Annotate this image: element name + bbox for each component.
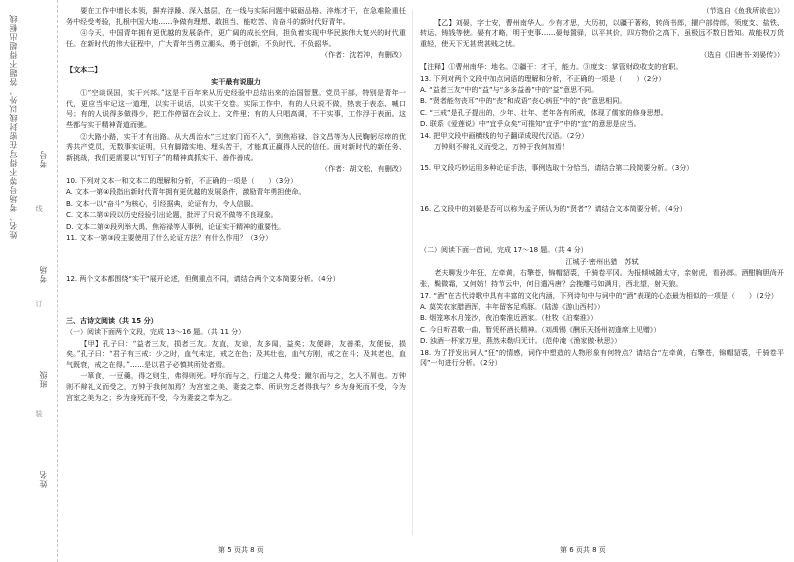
seal-mark-pack: 装: [35, 410, 43, 417]
q17-option-a: A. 莫笑农家腊酒浑，丰年留客足鸡豚。（陆游《游山西村》）: [420, 303, 605, 311]
question-17: 17. “酒”在古代诗歌中具有丰富的文化内涵，下列诗句中与词中的“酒”表现的心态最为相似的一项是（ ）（2分）: [420, 291, 778, 300]
page-number-right: 第 6 页共 8 页: [560, 546, 606, 554]
section-3-title: 三、古诗文阅读（共 15 分）: [66, 316, 158, 325]
name-label: 姓名: [39, 470, 48, 488]
page-divider: [412, 10, 413, 535]
q17-option-d: D. 浊酒一杯家万里，燕然未勒归无计。（范仲淹《渔家傲·秋思》）: [420, 337, 622, 346]
left-page: [66, 6, 406, 404]
right-page: [420, 6, 784, 369]
q13-option-b: B. “贤者能勿丧耳”中的“丧”和成语“丧心病狂”中的“丧”意思相同。: [420, 97, 627, 106]
q10-option-a: A. 文本一第④段指出新时代青年拥有更优越的发展条件，激励青年勇担使命。: [66, 188, 306, 197]
text2-heading: 实干最有说服力: [211, 76, 261, 86]
question-14: 14. 把甲文段中画横线的句子翻译成现代汉语。（2分）: [420, 131, 589, 140]
subsection-1-title: （一）阅读下面两个文段，完成 13～16 题。（共 11 分）: [66, 328, 246, 337]
page-number-left: 第 5 页共 8 页: [218, 546, 264, 554]
answer-space-12[interactable]: [66, 286, 406, 316]
answer-space-14[interactable]: [420, 154, 784, 163]
source-jia: （节选自《鱼我所欲也》）: [702, 6, 784, 15]
q13-option-c: C. “三戒”是孔子提出的，少年、壮年、老年各有所戒，体现了儒家的修身思想。: [420, 108, 668, 117]
q13-option-d: D. 联系《爱莲说》中“宜乎众矣”可推知“宜乎”中的“宜”的意思是应当。: [420, 120, 641, 129]
paragraph-4: ④今天，中国青年拥有更优越的发展条件，更广阔的成长空间，担负着实现中华民族伟大复兴的时代重任。在新时代的伟大征程中，广大青年当勇立潮头、勇于创新，不负时代、不负韶华。: [66, 28, 406, 48]
question-16: 16. 乙文段中的刘晏是否可以称为孟子所认为的“贤者”？请结合文本简要分析。（4分）: [420, 205, 687, 213]
binding-margin: [0, 0, 58, 562]
q17-option-b: B. 烟笼寒水月笼沙，夜泊秦淮近酒家。（杜牧《泊秦淮》）: [420, 314, 598, 323]
source-text2: （作者：胡文松，有删改）: [320, 164, 406, 174]
question-10: 10. 下列对文本一和文本二的理解和分析，不正确的一项是（ ）（3分）: [66, 176, 298, 185]
subsection-2-title: （二）阅读下面一首词，完成 17～18 题。（共 4 分）: [420, 246, 588, 255]
q13-option-a: A. “益者三友”中的“益”与“多多益善”中的“益”意思不同。: [420, 85, 599, 94]
question-15: 15. 甲文段巧妙运用多种论证手法，事例选取十分恰当，请结合第二段简要分析。（3分）: [420, 163, 694, 172]
answer-space-15[interactable]: [420, 174, 784, 204]
q10-option-d: D. 文本二第②段列举大禹、焦裕禄等人事例，论证实干精神的重要性。: [66, 222, 286, 231]
class-label: 班级: [39, 370, 48, 388]
passage-yi: 【乙】刘晏，字士安，曹州南华人。少有才思，大历初，以疆干著称，转尚书郎，擢户部侍郎，领度支、盐铁、转运、铸钱等使。晏有才略，明于吏事……晏每置驿，以平其价，四方物价之高下，虽极远不数日皆知。故能权万货重轻，使天下无甚贵甚贱之忧。: [420, 17, 784, 48]
question-11: 11. 文本一第③段主要使用了什么论证方法？有什么作用？（3分）: [66, 233, 273, 242]
exam-number-label: 考号: [39, 150, 48, 168]
question-18: 18. 为了抒发出词人“狂”的情感，词作中塑造的人物形象有何特点？请结合“左牵黄，右擎苍，锦帽貂裘，千骑卷平冈”一句进行分析。（2分）: [420, 348, 784, 368]
question-13: 13. 下列对两个文段中加点词语的理解和分析，不正确的一项是（ ）（2分）: [420, 74, 666, 83]
question-12: 12. 两个文本都围绕“实干”展开论述，但侧重点不同，请结合两个文本简要分析。（4分）: [66, 275, 340, 284]
q17-option-c: C. 今日听君歌一曲，暂凭杯酒长精神。（刘禹锡《酬乐天扬州初逢席上见赠》）: [420, 325, 661, 334]
exam-room-label: 考场: [39, 265, 48, 283]
q10-option-c: C. 文本二第①段以历史经验引出论题，批评了只说不做等不良现象。: [66, 211, 278, 220]
q14-sentence: 万钟则不辩礼义而受之，万钟于我何加焉！: [434, 142, 569, 151]
passage-jia: 【甲】孔子曰：“益者三友，损者三友。友直，友谅，友多闻，益矣；友便辟，友善柔，友便佞，损矣。”孔子曰：“君子有三戒：少之时，血气未定，戒之在色；及其壮也，血气方刚，戒之在斗；及其老也，血气既衰，戒之在得。”……是以君子必慎其所处者焉。: [66, 338, 406, 369]
source-text1: （作者：沈若冲，有删改）: [320, 50, 406, 60]
text2-paragraph-1: ①“空谈误国，实干兴邦。”这是千百年来从历史经验中总结出来的治国智慧。党员干部，特别是青年一代，更应当牢记这一道理，以实干说话，以实干交卷。实际工作中，有的人只说不做，热衷于表态、喊口号；有的人说得多做得少，把工作停留在会议上、文件里；有的人只唱高调，不干实事，工作浮于表面。这些都与实干精神背道而驰。: [66, 88, 406, 129]
poem-title: 江城子·密州出猎 苏轼: [565, 256, 639, 266]
seal-mark-line: 线: [35, 205, 43, 212]
intro-paragraph: 要在工作中增长本领，摒弃浮躁、深入基层，在一线与实际问题中砥砺品格、淬炼才干，在急难险重任务中经受考验，扎根中国大地……争做有理想、敢担当、能吃苦、肯奋斗的新时代好青年。: [66, 6, 406, 26]
answer-space-11[interactable]: [66, 244, 406, 274]
text2-title: 【文本二】: [66, 64, 102, 74]
answer-space-16[interactable]: [420, 215, 784, 245]
seal-mark-bind: 订: [35, 300, 43, 307]
q10-option-b: B. 文本一以“奋斗”为核心，引经据典，论证有力，令人信服。: [66, 199, 258, 208]
annotation: 【注释】①曹州南华：地名。②疆干：才干，能力。③度支：掌管财政收支的官职。: [420, 61, 683, 71]
source-yi: （选自《旧唐书·刘晏传》）: [700, 50, 784, 60]
poem-text: 老夫聊发少年狂，左牵黄，右擎苍，锦帽貂裘，千骑卷平冈。为报倾城随太守，亲射虎，看孙郎。酒酣胸胆尚开张，鬓微霜，又何妨！持节云中，何日遣冯唐？会挽雕弓如满月，西北望，射天狼。: [420, 268, 784, 288]
rule-text: 姓名、考场号等不得写在密封线以外，答题不得超出框线: [9, 14, 18, 239]
passage-jia-2: 一箪食，一豆羹，得之则生，弗得则死。呼尔而与之，行道之人弗受；蹴尔而与之，乞人不屑也。万钟则不辩礼义而受之，万钟于我何加焉？为宫室之美、妻妾之奉、所识穷乏者得我与？乡为身死而不受，今为宫室之美为之；乡为身死而不受，今为妻妾之奉为之。: [66, 371, 406, 402]
text2-paragraph-2: ②大路小路，实干才有出路。从大禹治水“三过家门而不入”，到焦裕禄、谷文昌等为人民鞠躬尽瘁的优秀共产党员，无数事实证明，只有脚踏实地、埋头苦干，才能真正赢得人民的信任。面对新时代的新任务、新挑战，我们更需要以“钉钉子”的精神真抓实干、善作善成。: [66, 131, 406, 162]
